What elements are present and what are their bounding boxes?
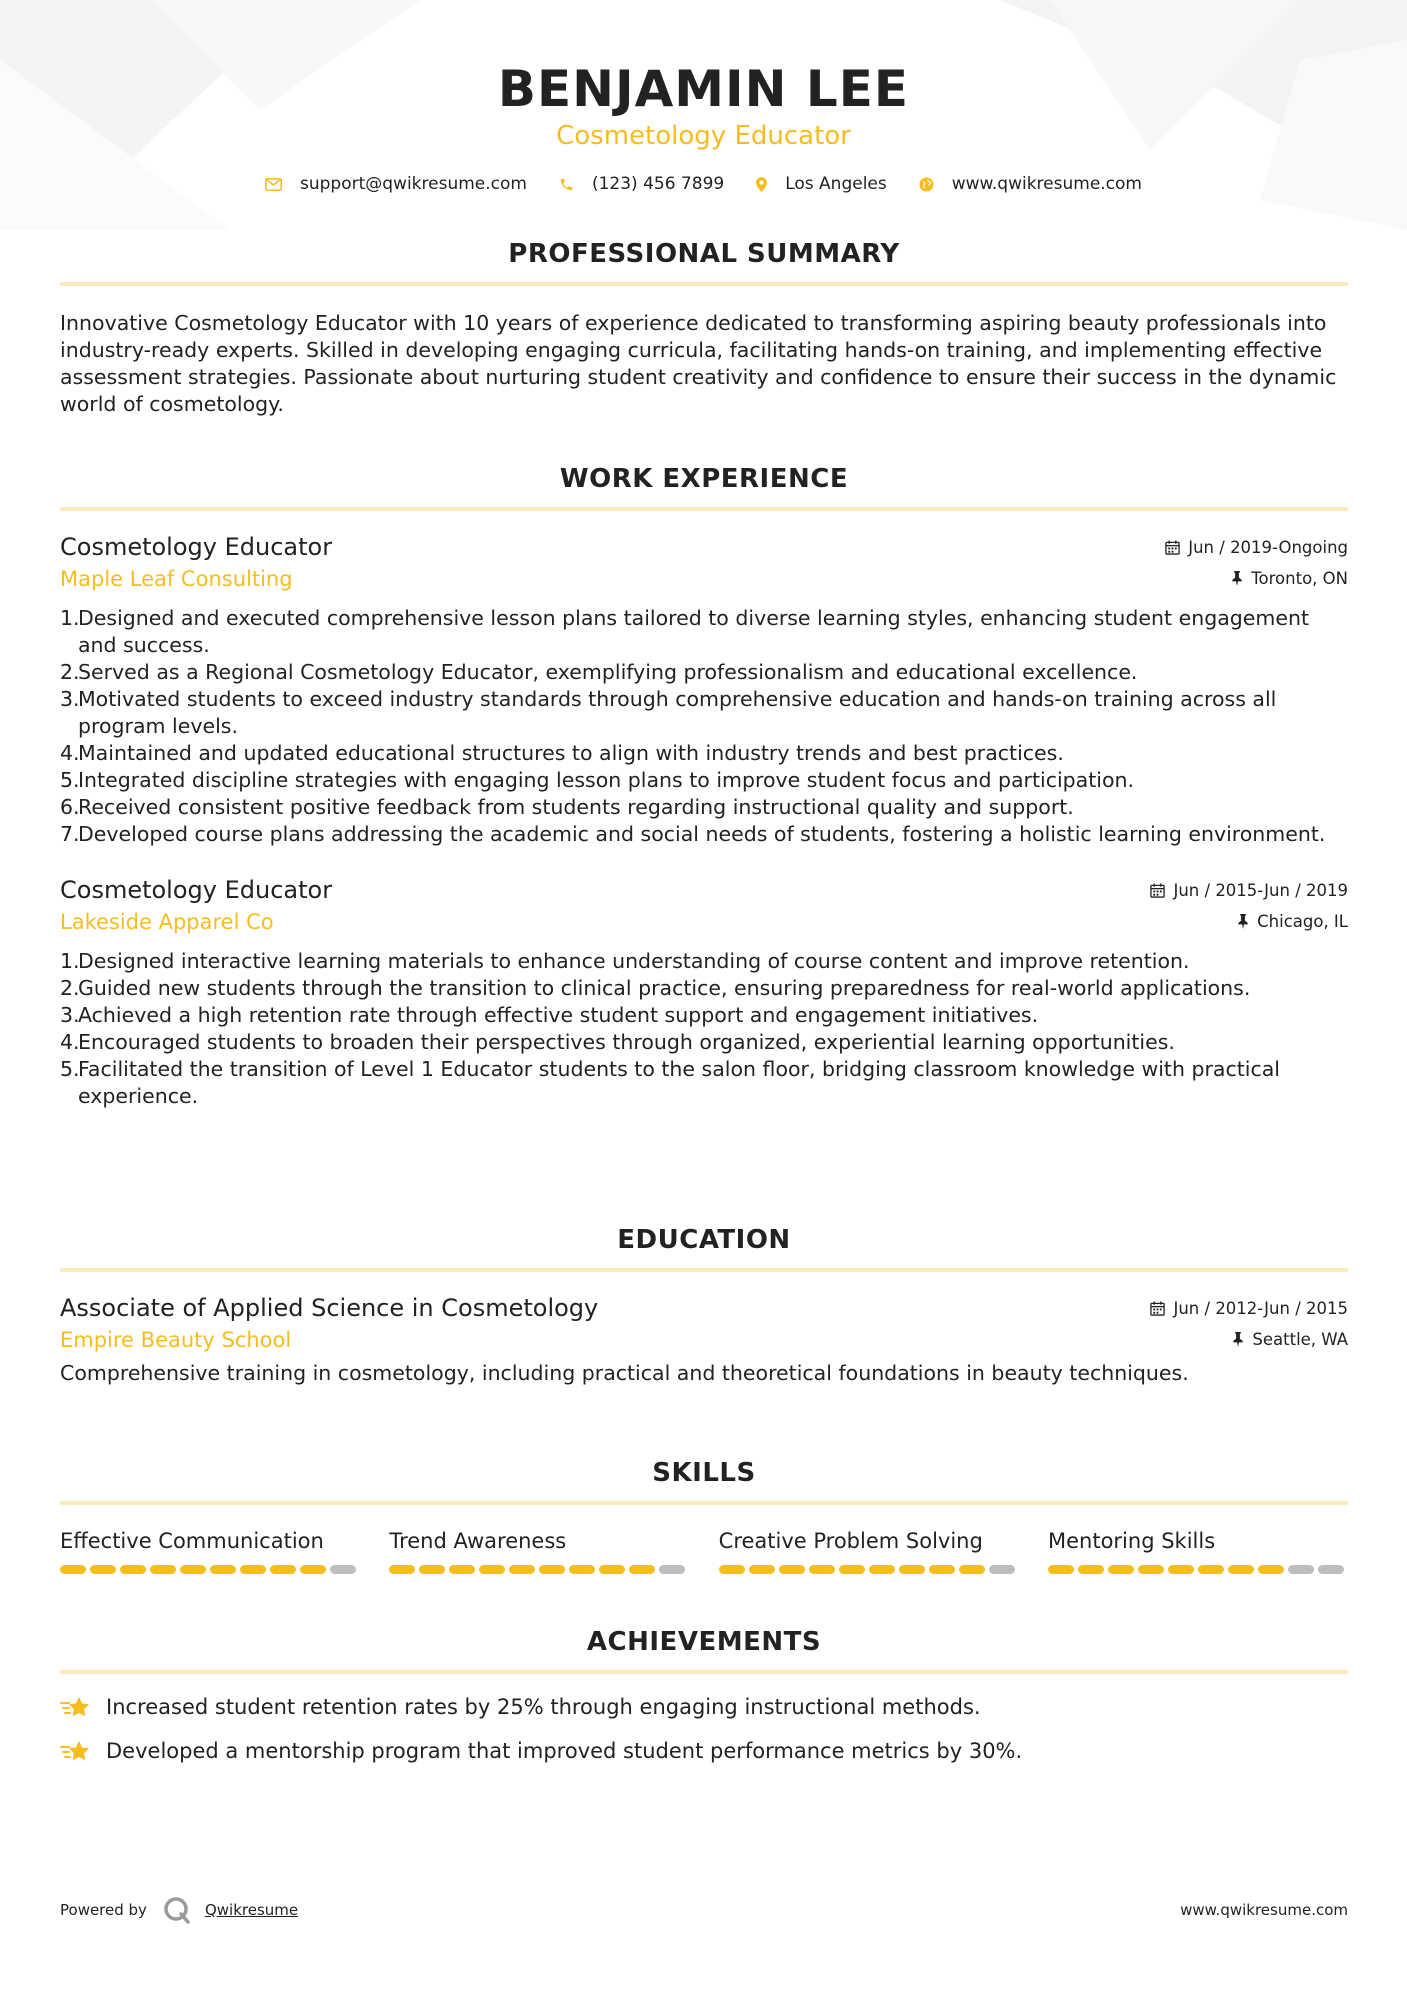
skill-segment-filled [509,1565,535,1574]
candidate-name: BENJAMIN LEE [497,60,910,118]
skill-segment-filled [809,1565,835,1574]
envelope-icon [265,178,282,191]
job-bullets [60,605,1348,848]
achievement-text: Developed a mentorship program that improved student performance metrics by 30%. [106,1739,1023,1763]
contact-location-text: Los Angeles [785,174,887,194]
job-location [1237,912,1348,931]
list-item: 5. Integrated discipline strategies with engaging lesson plans to improve student focus and participation. [60,767,1348,794]
contact-email-text: support@qwikresume.com [300,174,527,194]
skill-segment-filled [899,1565,925,1574]
skill-segment-filled [210,1565,236,1574]
education-entry [60,1292,1348,1387]
bullet-text: Received consistent positive feedback from students regarding instructional quality and support. [78,795,1074,819]
list-item: 2. Served as a Regional Cosmetology Educator, exemplifying professionalism and educational excellence. [60,659,1348,686]
powered-by [60,1896,298,1924]
skill-segment-filled [180,1565,206,1574]
skill-name: Effective Communication [60,1529,324,1553]
contact-website-text: www.qwikresume.com [951,174,1142,194]
skill-level-bar [1048,1565,1348,1574]
contact-website[interactable] [919,174,1142,194]
contact-phone-text: (123) 456 7899 [591,174,725,194]
skill-segment-filled [240,1565,266,1574]
pushpin-icon [1237,914,1249,929]
bullet-text: Achieved a high retention rate through effective student support and engagement initiatives. [78,1003,1039,1027]
skill-segment-filled [300,1565,326,1574]
list-item: 4. Encouraged students to broaden their perspectives through organized, experiential learning opportunities. [60,1029,1348,1056]
list-item: 7. Developed course plans addressing the academic and social needs of students, fostering a holistic learning environment. [60,821,1348,848]
job-company: Maple Leaf Consulting [60,567,293,591]
bullet-text: Facilitated the transition of Level 1 Educator students to the salon floor, bridging classroom knowledge with practical experience. [78,1057,1280,1108]
job-bullets [60,948,1348,1110]
qwikresume-logo-icon [163,1896,191,1924]
bullet-text: Designed interactive learning materials to enhance understanding of course content and improve retention. [78,949,1190,973]
skill-segment-empty [989,1565,1015,1574]
skill-name: Creative Problem Solving [718,1529,983,1553]
skill-segment-filled [90,1565,116,1574]
bullet-text: Integrated discipline strategies with engaging lesson plans to improve student focus and participation. [78,768,1135,792]
qwikresume-link[interactable]: Qwikresume [204,1901,299,1919]
job-dates [1150,881,1348,900]
skill-segment-filled [629,1565,655,1574]
section-divider [60,1501,1348,1505]
job-company: Lakeside Apparel Co [60,910,274,934]
education-dates-text: Jun / 2012-Jun / 2015 [1173,1299,1348,1318]
section-title: SKILLS [652,1458,756,1488]
skill-name: Trend Awareness [389,1529,567,1553]
skill-segment-filled [1168,1565,1194,1574]
skill-item [1048,1527,1348,1574]
skill-level-bar [60,1565,360,1574]
bullet-text: Motivated students to exceed industry standards through comprehensive education and hands-on training across all program levels. [78,687,1277,738]
bullet-text: Served as a Regional Cosmetology Educator, exemplifying professionalism and educational excellence. [78,660,1138,684]
phone-icon [559,177,574,192]
skill-segment-filled [539,1565,565,1574]
list-item: 1. Designed and executed comprehensive lesson plans tailored to diverse learning styles, enhancing student engagement and success. [60,605,1348,659]
skill-segment-filled [1228,1565,1254,1574]
skill-segment-filled [389,1565,415,1574]
list-item: 1. Designed interactive learning materials to enhance understanding of course content and improve retention. [60,948,1348,975]
skill-segment-filled [270,1565,296,1574]
skill-segment-filled [150,1565,176,1574]
job-title: Cosmetology Educator [60,876,333,904]
summary-section [60,238,1348,418]
skill-level-bar [389,1565,689,1574]
skill-item [60,1527,360,1574]
powered-by-label: Powered by [60,1901,147,1919]
skill-segment-filled [1198,1565,1224,1574]
skill-segment-filled [929,1565,955,1574]
section-divider [60,1670,1348,1674]
section-divider [60,507,1348,511]
map-pin-icon [756,177,767,192]
achievement-item [60,1738,1348,1765]
education-description: Comprehensive training in cosmetology, including practical and theoretical foundations in beauty techniques. [60,1361,1189,1385]
bullet-text: Developed course plans addressing the academic and social needs of students, fostering a holistic learning environment. [78,822,1326,846]
education-section [60,1224,1348,1387]
job-location-text: Chicago, IL [1257,912,1348,931]
skill-segment-filled [959,1565,985,1574]
skill-segment-empty [1318,1565,1344,1574]
skill-segment-filled [1258,1565,1284,1574]
skill-segment-filled [779,1565,805,1574]
footer-site[interactable]: www.qwikresume.com [1180,1901,1348,1919]
skill-segment-filled [839,1565,865,1574]
pushpin-icon [1232,1332,1244,1347]
skill-segment-filled [1048,1565,1074,1574]
section-title: PROFESSIONAL SUMMARY [508,239,900,269]
achievement-text: Increased student retention rates by 25% through engaging instructional methods. [106,1695,981,1719]
footer [60,1896,1348,1924]
job-title: Cosmetology Educator [60,533,333,561]
job-location [1231,569,1348,588]
skill-segment-filled [419,1565,445,1574]
skill-segment-filled [749,1565,775,1574]
bullet-text: Encouraged students to broaden their perspectives through organized, experiential learning opportunities. [78,1030,1175,1054]
bullet-text: Designed and executed comprehensive lesson plans tailored to diverse learning styles, enhancing student engagement and success. [78,606,1310,657]
skill-segment-filled [719,1565,745,1574]
contact-phone[interactable] [559,174,724,194]
list-item: 2. Guided new students through the transition to clinical practice, ensuring preparedness for real-world applications. [60,975,1348,1002]
globe-icon [919,177,934,192]
list-item: 4. Maintained and updated educational structures to align with industry trends and best practices. [60,740,1348,767]
job-location-text: Toronto, ON [1251,569,1348,588]
skill-item [389,1527,689,1574]
skill-segment-filled [1138,1565,1164,1574]
section-title: EDUCATION [617,1225,791,1255]
achievements-section [60,1626,1348,1765]
pushpin-icon [1231,571,1243,586]
summary-text: Innovative Cosmetology Educator with 10 years of experience dedicated to transforming aspiring beauty professionals into industry-ready experts. Skilled in developing engaging curricula, facilitating hands-on training, and implementing effective assessment strategies. Passionate about nurturing student creativity and confidence to ensure their success in the dynamic world of cosmetology. [60,311,1337,416]
resume-header [0,58,1407,194]
skill-segment-filled [569,1565,595,1574]
skills-list [60,1527,1348,1574]
skill-segment-filled [1078,1565,1104,1574]
list-item: 5. Facilitated the transition of Level 1 Educator students to the salon floor, bridging classroom knowledge with practical experience. [60,1056,1348,1110]
education-dates [1150,1299,1348,1318]
skill-segment-empty [1288,1565,1314,1574]
calendar-icon [1150,883,1165,898]
skills-section [60,1457,1348,1574]
contact-bar [0,174,1407,194]
list-item: 3. Achieved a high retention rate through effective student support and engagement initiatives. [60,1002,1348,1029]
skill-segment-empty [330,1565,356,1574]
section-title: ACHIEVEMENTS [586,1627,822,1657]
bullet-text: Guided new students through the transition to clinical practice, ensuring preparedness for real-world applications. [78,976,1251,1000]
star-icon [60,1739,92,1765]
skill-segment-filled [120,1565,146,1574]
job-dates-text: Jun / 2019-Ongoing [1188,538,1348,557]
calendar-icon [1165,540,1180,555]
job-dates-text: Jun / 2015-Jun / 2019 [1173,881,1348,900]
bullet-text: Maintained and updated educational structures to align with industry trends and best practices. [78,741,1064,765]
skill-segment-filled [869,1565,895,1574]
skill-segment-filled [60,1565,86,1574]
skill-segment-empty [659,1565,685,1574]
skill-segment-filled [1108,1565,1134,1574]
star-icon [60,1695,92,1721]
job-dates [1165,538,1348,557]
section-divider [60,1268,1348,1272]
skill-segment-filled [449,1565,475,1574]
skill-level-bar [719,1565,1019,1574]
job-entry [60,531,1348,848]
skill-segment-filled [599,1565,625,1574]
degree-title: Associate of Applied Science in Cosmetology [60,1294,599,1322]
education-location-text: Seattle, WA [1252,1330,1348,1349]
contact-email[interactable] [265,174,527,194]
school-name: Empire Beauty School [60,1328,292,1352]
skill-name: Mentoring Skills [1047,1529,1216,1553]
skill-segment-filled [479,1565,505,1574]
education-location [1232,1330,1348,1349]
section-title: WORK EXPERIENCE [559,464,849,494]
contact-location [756,174,887,194]
section-divider [60,282,1348,286]
achievement-item [60,1694,1348,1721]
candidate-role: Cosmetology Educator [556,121,851,151]
list-item: 6. Received consistent positive feedback from students regarding instructional quality and support. [60,794,1348,821]
skill-item [719,1527,1019,1574]
job-entry [60,874,1348,1110]
list-item: 3. Motivated students to exceed industry standards through comprehensive education and hands-on training across all program levels. [60,686,1348,740]
calendar-icon [1150,1301,1165,1316]
experience-section [60,463,1348,1110]
